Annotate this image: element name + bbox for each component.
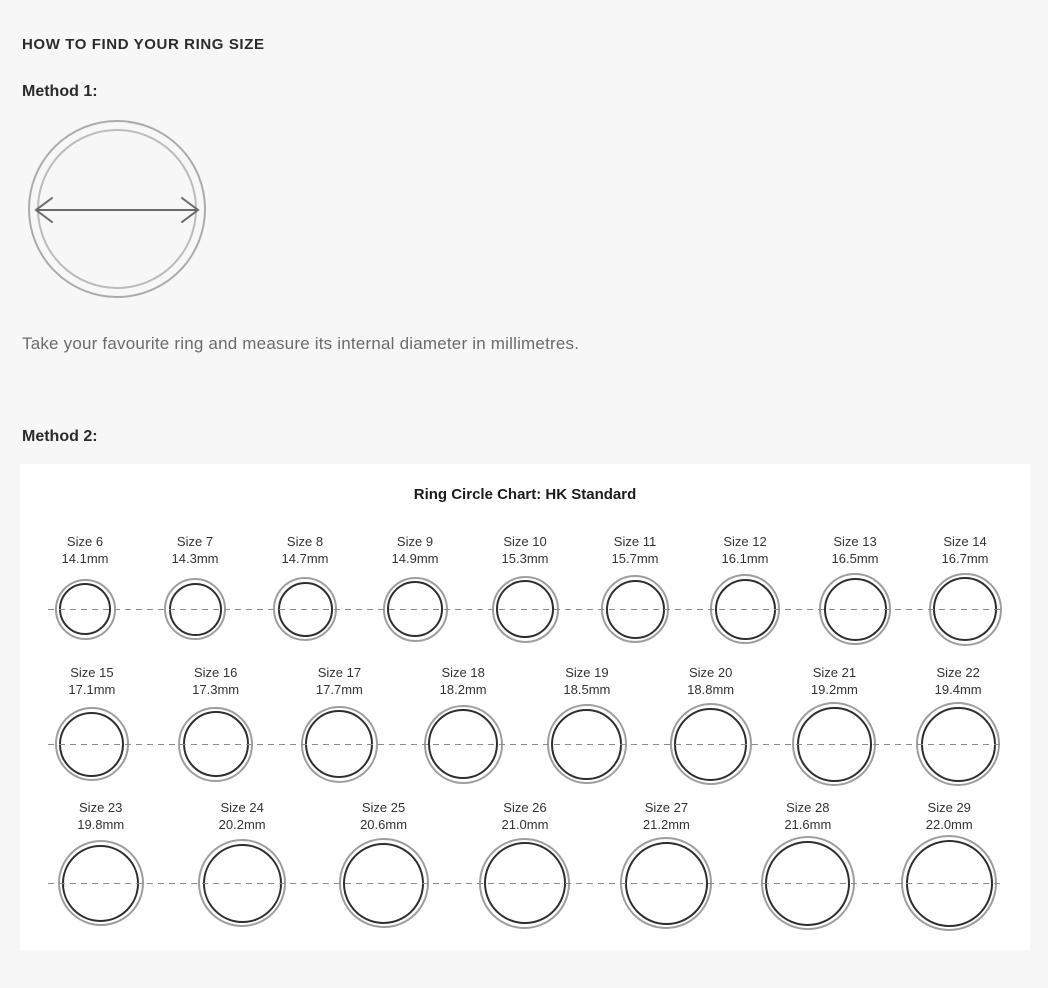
ring-diameter-figure xyxy=(22,114,212,304)
ring-chart-rows xyxy=(20,533,1030,929)
ring-size-label xyxy=(580,533,690,567)
ring-size-label xyxy=(360,533,470,567)
diameter-arrow-icon xyxy=(36,198,198,222)
dashed-axis-line xyxy=(48,883,1002,884)
ring-size-label xyxy=(140,533,250,567)
size-diameter: 21.6mm xyxy=(784,817,832,832)
ring-chart-row xyxy=(20,664,1030,786)
ring-size-label xyxy=(30,799,171,833)
size-diameter: 19.4mm xyxy=(934,682,982,697)
size-name: Size 16 xyxy=(193,665,238,680)
ring-chart-card xyxy=(20,464,1030,950)
size-diameter: 16.7mm xyxy=(941,551,989,566)
size-name: Size 27 xyxy=(644,800,689,815)
ring-size-label xyxy=(401,664,525,698)
size-name: Size 25 xyxy=(361,800,406,815)
size-name: Size 23 xyxy=(79,800,123,815)
ring-chart-row xyxy=(20,799,1030,929)
size-name: Size 29 xyxy=(927,800,971,815)
ring-size-label xyxy=(649,664,773,698)
size-name: Size 26 xyxy=(503,800,547,815)
ring-size-label xyxy=(30,533,140,567)
ring-chart-row xyxy=(20,533,1030,647)
ring-size-label xyxy=(154,664,278,698)
size-diameter: 19.2mm xyxy=(810,682,858,697)
ring-size-label xyxy=(313,799,454,833)
size-diameter: 17.3mm xyxy=(192,682,240,697)
size-name: Size 28 xyxy=(786,800,830,815)
size-name: Size 20 xyxy=(688,665,733,680)
ring-size-label xyxy=(454,799,595,833)
size-name: Size 8 xyxy=(286,534,324,549)
ring-size-label xyxy=(278,664,402,698)
method-1-description: Take your favourite ring and measure its internal diameter in millimetres. xyxy=(22,334,580,353)
ring-size-page xyxy=(0,36,1048,950)
size-name: Size 10 xyxy=(503,534,547,549)
size-name: Size 9 xyxy=(396,534,434,549)
size-name: Size 11 xyxy=(613,534,657,549)
size-diameter: 18.5mm xyxy=(563,682,611,697)
size-diameter: 14.7mm xyxy=(281,551,329,566)
size-name: Size 12 xyxy=(723,534,767,549)
ring-size-label xyxy=(910,533,1020,567)
size-diameter: 14.3mm xyxy=(171,551,219,566)
size-name: Size 18 xyxy=(441,665,485,680)
size-diameter: 21.2mm xyxy=(642,817,690,832)
size-diameter: 20.6mm xyxy=(360,817,408,832)
size-name: Size 13 xyxy=(833,534,877,549)
page-title: HOW TO FIND YOUR RING SIZE xyxy=(22,36,265,53)
size-diameter: 18.2mm xyxy=(439,682,487,697)
ring-size-label xyxy=(470,533,580,567)
size-diameter: 22.0mm xyxy=(925,817,973,832)
ring-size-labels-row xyxy=(20,533,1030,567)
size-diameter: 15.7mm xyxy=(611,551,659,566)
size-diameter: 18.8mm xyxy=(687,682,735,697)
size-diameter: 17.1mm xyxy=(68,682,116,697)
ring-size-label xyxy=(896,664,1020,698)
dashed-axis-line xyxy=(48,609,1002,610)
ring-size-label xyxy=(773,664,897,698)
method-1-heading: Method 1: xyxy=(22,83,98,100)
size-diameter: 14.9mm xyxy=(391,551,439,566)
size-diameter: 20.2mm xyxy=(218,817,266,832)
size-name: Size 17 xyxy=(317,665,362,680)
ring-size-label xyxy=(171,799,312,833)
ring-size-label xyxy=(250,533,360,567)
ring-size-labels-row xyxy=(20,664,1030,698)
dashed-axis-line xyxy=(48,744,1002,745)
ring-circles-row xyxy=(20,571,1030,647)
ring-size-label xyxy=(596,799,737,833)
size-name: Size 24 xyxy=(220,800,264,815)
size-diameter: 17.7mm xyxy=(315,682,363,697)
ring-size-label xyxy=(879,799,1020,833)
ring-size-label xyxy=(800,533,910,567)
ring-size-label xyxy=(737,799,878,833)
size-name: Size 6 xyxy=(66,534,104,549)
size-name: Size 14 xyxy=(943,534,987,549)
ring-size-label xyxy=(30,664,154,698)
method-2-heading: Method 2: xyxy=(22,428,98,445)
ring-chart-title: Ring Circle Chart: HK Standard xyxy=(413,486,637,503)
ring-circles-row xyxy=(20,837,1030,929)
size-name: Size 21 xyxy=(812,665,857,680)
size-diameter: 19.8mm xyxy=(77,817,125,832)
ring-circles-row xyxy=(20,702,1030,786)
size-diameter: 16.1mm xyxy=(721,551,769,566)
size-diameter: 15.3mm xyxy=(501,551,549,566)
size-name: Size 22 xyxy=(936,665,980,680)
size-name: Size 7 xyxy=(176,534,214,549)
ring-size-label xyxy=(525,664,649,698)
size-diameter: 16.5mm xyxy=(831,551,879,566)
size-name: Size 15 xyxy=(70,665,114,680)
ring-size-label xyxy=(690,533,800,567)
ring-size-labels-row xyxy=(20,799,1030,833)
size-name: Size 19 xyxy=(565,665,609,680)
size-diameter: 21.0mm xyxy=(501,817,549,832)
size-diameter: 14.1mm xyxy=(61,551,109,566)
